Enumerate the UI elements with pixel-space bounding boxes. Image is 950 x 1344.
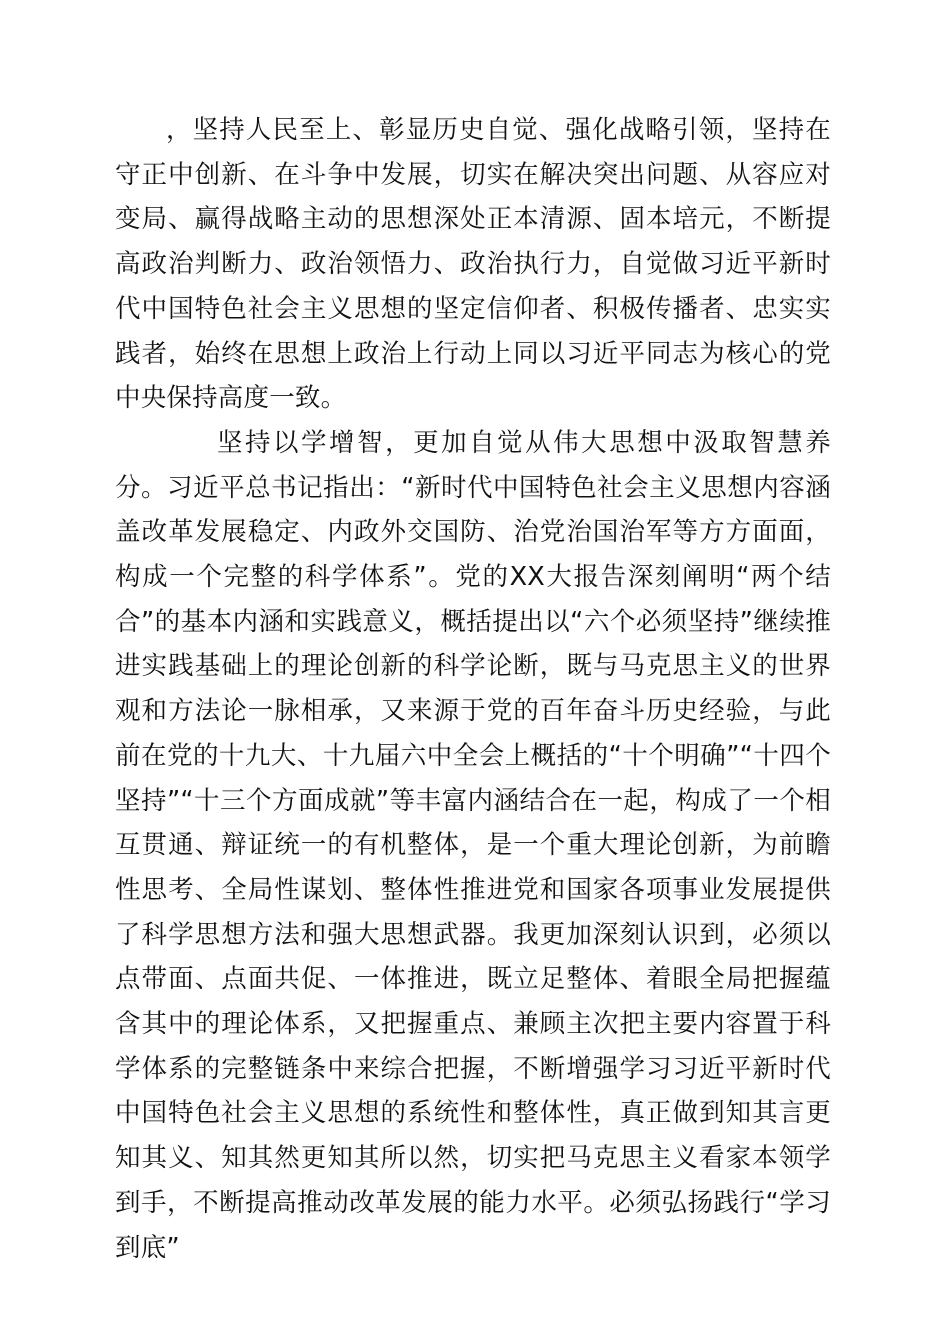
paragraph-1: ，坚持人民至上、彰显历史自觉、强化战略引领，坚持在守正中创新、在斗争中发展，切实在解决突出问题、从容应对变局、赢得战略主动的思想深处正本清源、固本培元，不断提高政治判断力、政治领悟力、政治执行力，自觉做习近平新时代中国特色社会主义思想的坚定信仰者、积极传播者、忠实实践者，始终在思想上政治上行动上同以习近平同志为核心的党中央保持高度一致。 [115, 115, 831, 414]
paragraph-2: 坚持以学增智，更加自觉从伟大思想中汲取智慧养分。习近平总书记指出：“新时代中国特色社会主义思想内容涵盖改革发展稳定、内政外交国防、治党治国治军等方方面面，构成一个完整的科学体系”。党的XX大报告深刻阐明“两个结合”的基本内涵和实践意义，概括提出以“六个必须坚持”继续推进实践基础上的理论创新的科学论断，既与马克思主义的世界观和方法论一脉相承，又来源于党的百年奋斗历史经验，与此前在党的十九大、十九届六中全会上概括的“十个明确”“十四个坚持”“十三个方面成就”等丰富内涵结合在一起，构成了一个相互贯通、辩证统一的有机整体，是一个重大理论创新，为前瞻性思考、全局性谋划、整体性推进党和国家各项事业发展提供了科学思想方法和强大思想武器。我更加深刻认识到，必须以点带面、点面共促、一体推进，既立足整体、着眼全局把握蕴含其中的理论体系，又把握重点、兼顾主次把主要内容置于科学体系的完整链条中来综合把握，不断增强学习习近平新时代中国特色社会主义思想的系统性和整体性，真正做到知其言更知其义、知其然更知其所以然，切实把马克思主义看家本领学到手，不断提高推动改革发展的能力水平。必须弘扬践行“学习到底” [115, 427, 831, 1263]
document-body [115, 108, 831, 1270]
